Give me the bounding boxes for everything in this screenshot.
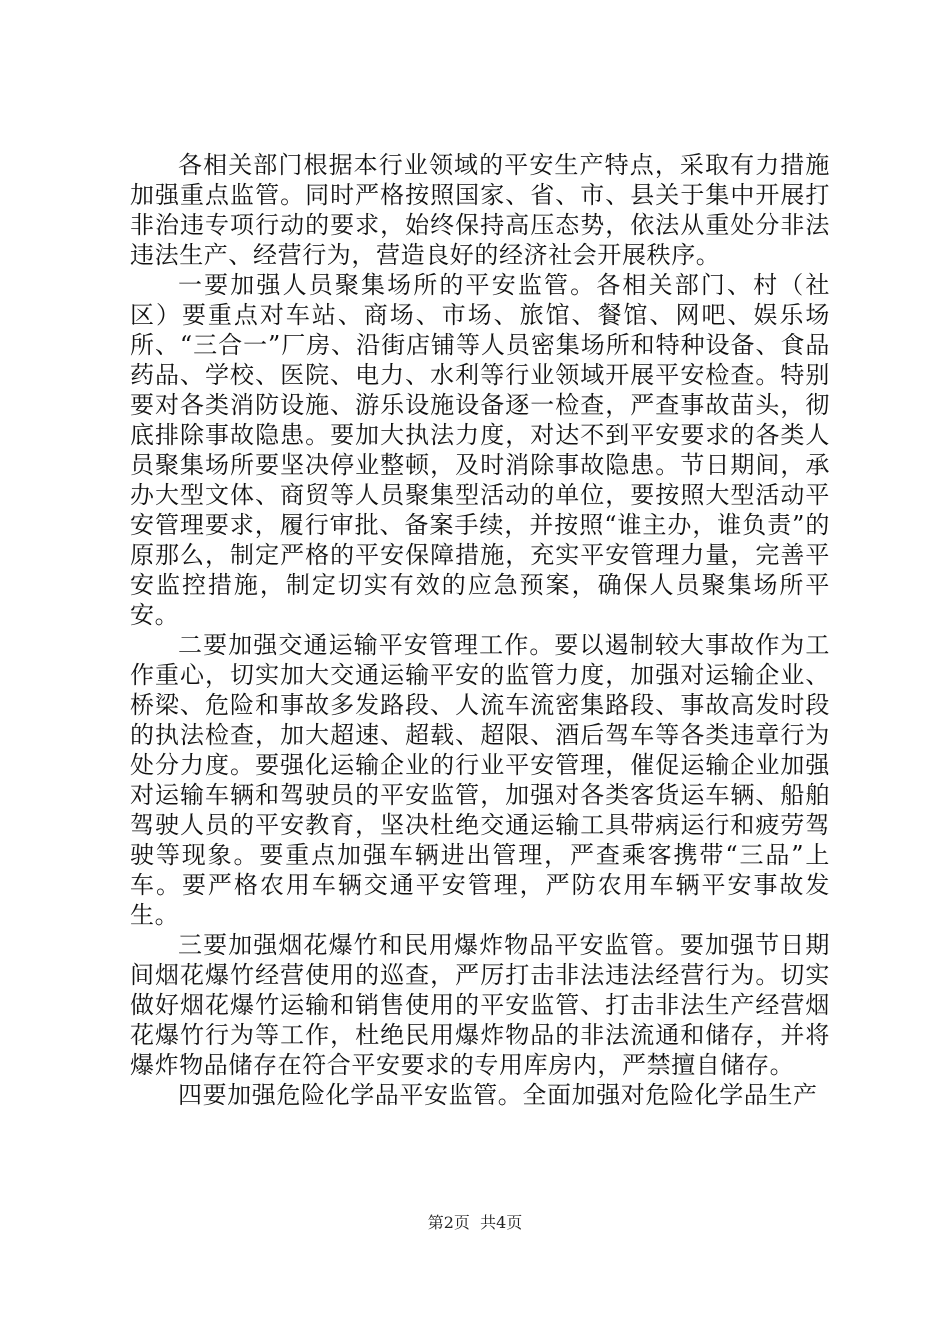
document-body [130, 150, 830, 1110]
paragraph-transport-safety: 二要加强交通运输平安管理工作。要以遏制较大事故作为工作重心，切实加大交通运输平安的监管力度，加强对运输企业、桥梁、危险和事故多发路段、人流车流密集路段、事故高发时段的执法检查，加大超速、超载、超限、酒后驾车等各类违章行为处分力度。要强化运输企业的行业平安管理，催促运输企业加强对运输车辆和驾驶员的平安监管，加强对各类客货运车辆、船舶驾驶人员的平安教育，坚决杜绝交通运输工具带病运行和疲劳驾驶等现象。要重点加强车辆进出管理，严查乘客携带“三品”上车。要严格农用车辆交通平安管理，严防农用车辆平安事故发生。 [130, 631, 830, 929]
paragraph-hazardous-chemicals: 四要加强危险化学品平安监管。全面加强对危险化学品生产 [178, 1081, 818, 1109]
paragraph-fireworks-explosives: 三要加强烟花爆竹和民用爆炸物品平安监管。要加强节日期间烟花爆竹经营使用的巡查，严厉打击非法违法经营行为。切实做好烟花爆竹运输和销售使用的平安监管、打击非法生产经营烟花爆竹行为等工作，杜绝民用爆炸物品的非法流通和储存，并将爆炸物品储存在符合平安要求的专用库房内，严禁擅自储存。 [130, 931, 830, 1079]
page-number: 第2页 共4页 [427, 1213, 523, 1232]
page-footer [0, 1213, 950, 1233]
paragraph-crowded-places: 一要加强人员聚集场所的平安监管。各相关部门、村（社区）要重点对车站、商场、市场、旅馆、餐馆、网吧、娱乐场所、“三合一”厂房、沿街店铺等人员密集场所和特种设备、食品药品、学校、医院、电力、水利等行业领域开展平安检查。特别要对各类消防设施、游乐设施设备逐一检查，严查事故苗头，彻底排除事故隐患。要加大执法力度，对达不到平安要求的各类人员聚集场所要坚决停业整顿，及时消除事故隐患。节日期间，承办大型文体、商贸等人员聚集型活动的单位，要按照大型活动平安管理要求，履行审批、备案手续，并按照“谁主办，谁负责”的原那么，制定严格的平安保障措施，充实平安管理力量，完善平安监控措施，制定切实有效的应急预案，确保人员聚集场所平安。 [130, 271, 830, 629]
paragraph-intro: 各相关部门根据本行业领域的平安生产特点，采取有力措施加强重点监管。同时严格按照国家、省、市、县关于集中开展打非治违专项行动的要求，始终保持高压态势，依法从重处分非法违法生产、经营行为，营造良好的经济社会开展秩序。 [130, 151, 830, 269]
